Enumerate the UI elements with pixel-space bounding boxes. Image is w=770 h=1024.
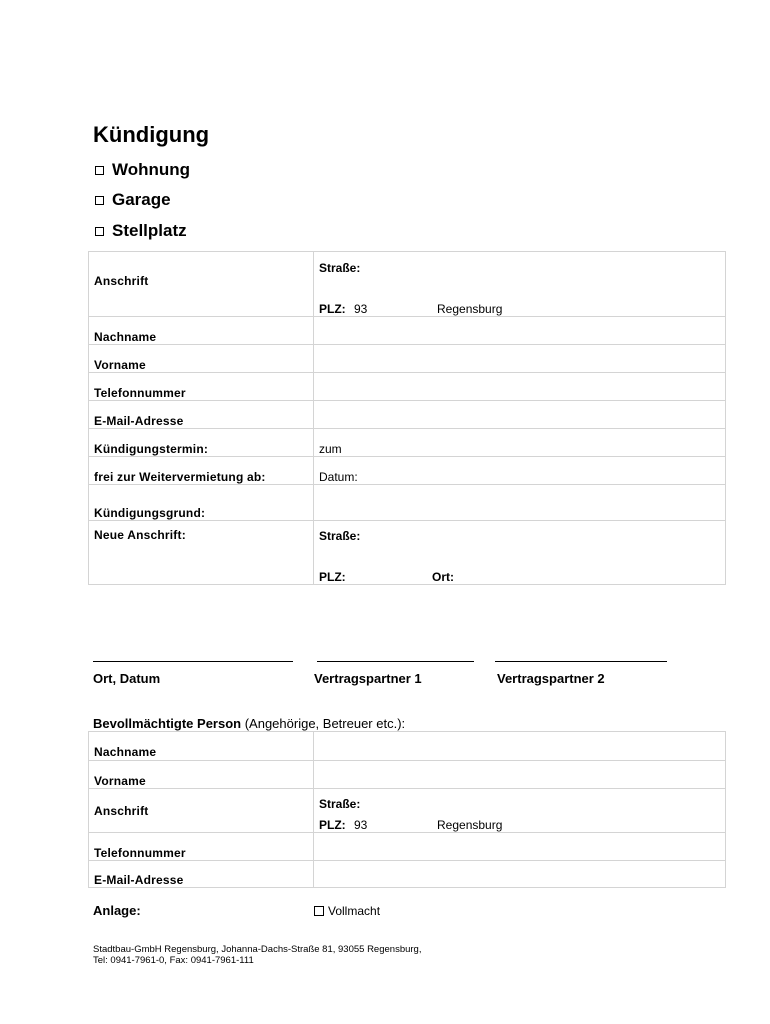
- option-wohnung[interactable]: [95, 159, 190, 181]
- vollmacht-option[interactable]: [314, 904, 380, 918]
- anschrift2-label: Anschrift: [94, 804, 149, 818]
- option-stellplatz-label: Stellplatz: [112, 221, 187, 240]
- document-title: Kündigung: [93, 122, 210, 147]
- row2-vorname: [89, 760, 725, 788]
- option-wohnung-label: Wohnung: [112, 160, 191, 179]
- neue-strasse-label: Straße:: [319, 529, 361, 543]
- row-grund: [89, 484, 725, 520]
- footer: [93, 944, 421, 966]
- city-value[interactable]: Regensburg: [437, 302, 503, 316]
- frei-value[interactable]: Datum:: [319, 470, 358, 484]
- email2-label: E-Mail-Adresse: [94, 873, 184, 887]
- option-garage-label: Garage: [112, 190, 171, 209]
- nachname2-label: Nachname: [94, 745, 157, 759]
- email-label: E-Mail-Adresse: [94, 414, 184, 428]
- city2-value[interactable]: Regensburg: [437, 818, 503, 832]
- neue-plz-label: PLZ:: [319, 570, 346, 584]
- option-garage[interactable]: [95, 189, 171, 211]
- partner2-label: Vertragspartner 2: [497, 671, 605, 686]
- grund-label: Kündigungsgrund:: [94, 506, 206, 520]
- row2-nachname: [89, 732, 725, 760]
- telefon-label: Telefonnummer: [94, 386, 186, 400]
- vorname-label: Vorname: [94, 358, 146, 372]
- footer-contact: Tel: 0941-7961-0, Fax: 0941-7961-111: [93, 955, 254, 966]
- checkbox-stellplatz[interactable]: [95, 227, 104, 236]
- row-neue-anschrift: [89, 520, 725, 584]
- signature-line-ort-datum[interactable]: [93, 661, 293, 662]
- vollmacht-label: Vollmacht: [328, 904, 381, 918]
- ort-datum-label: Ort, Datum: [93, 671, 161, 686]
- kuendigung-table: [88, 251, 726, 585]
- checkbox-garage[interactable]: [95, 196, 104, 205]
- bevollmaechtigte-heading: [93, 716, 405, 731]
- plz-value[interactable]: 93: [354, 302, 368, 316]
- plz2-value[interactable]: 93: [354, 818, 368, 832]
- row-nachname: [89, 316, 725, 344]
- strasse-label: Straße:: [319, 261, 361, 275]
- row-vorname: [89, 344, 725, 372]
- neue-ort-label: Ort:: [432, 570, 454, 584]
- nachname-label: Nachname: [94, 330, 157, 344]
- plz-label: PLZ:: [319, 302, 346, 316]
- row2-anschrift: [89, 788, 725, 832]
- frei-label: frei zur Weitervermietung ab:: [94, 470, 266, 484]
- strasse2-label: Straße:: [319, 797, 361, 811]
- row-frei: [89, 456, 725, 484]
- checkbox-wohnung[interactable]: [95, 166, 104, 175]
- row-email: [89, 400, 725, 428]
- vorname2-label: Vorname: [94, 774, 146, 788]
- option-stellplatz[interactable]: [95, 220, 187, 242]
- plz2-label: PLZ:: [319, 818, 346, 832]
- anlage-label: Anlage:: [93, 903, 141, 918]
- checkbox-vollmacht[interactable]: [314, 906, 324, 916]
- bevollmaechtigte-title: Bevollmächtigte Person: [93, 716, 242, 731]
- row2-telefon: [89, 832, 725, 860]
- row-termin: [89, 428, 725, 456]
- bevollmaechtigte-note: (Angehörige, Betreuer etc.):: [241, 716, 406, 731]
- row-anschrift: [89, 252, 725, 316]
- termin-value[interactable]: zum: [319, 442, 342, 456]
- telefon2-label: Telefonnummer: [94, 846, 186, 860]
- partner1-label: Vertragspartner 1: [314, 671, 422, 686]
- neue-anschrift-label: Neue Anschrift:: [94, 528, 186, 542]
- termin-label: Kündigungstermin:: [94, 442, 209, 456]
- bevollmaechtigte-table: [88, 731, 726, 888]
- signature-line-partner1[interactable]: [317, 661, 474, 662]
- anschrift-label: Anschrift: [94, 274, 149, 288]
- footer-address: Stadtbau-GmbH Regensburg, Johanna-Dachs-Straße 81, 93055 Regensburg,: [93, 944, 422, 955]
- row2-email: [89, 860, 725, 887]
- row-telefon: [89, 372, 725, 400]
- signature-line-partner2[interactable]: [495, 661, 667, 662]
